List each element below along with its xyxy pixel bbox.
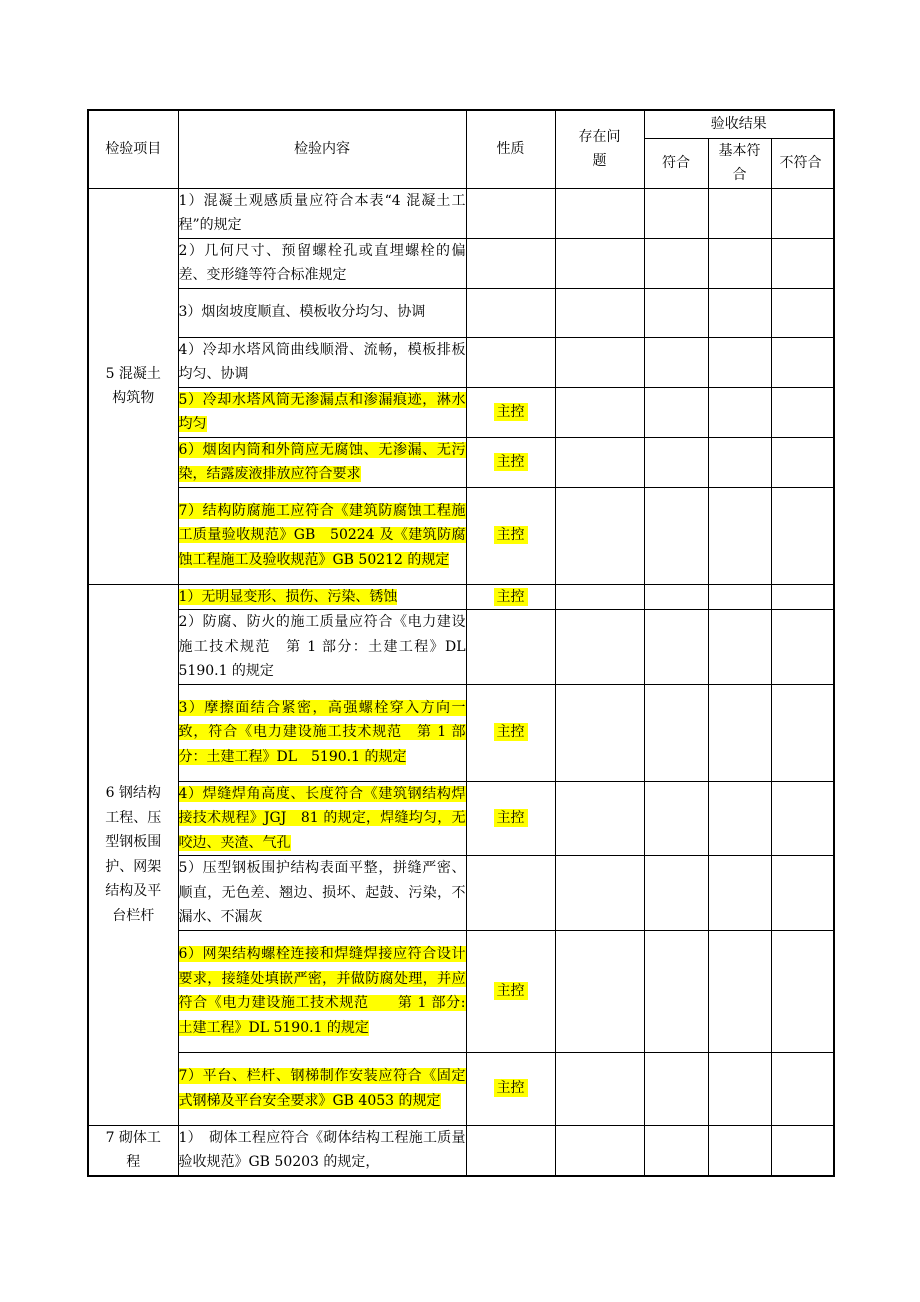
basic-ok-cell bbox=[708, 856, 771, 931]
table-row bbox=[88, 856, 834, 931]
nature-text: 主控 bbox=[494, 1079, 528, 1097]
nature-cell bbox=[466, 337, 555, 387]
content-cell bbox=[178, 437, 466, 487]
content-text: 6）网架结构螺栓连接和焊缝焊接应符合设计要求，接缝处填嵌严密，并做防腐处理，并应符合《电力建设施工技术规范 第 1 部分:土建工程》DL 5190.1 的规定 bbox=[178, 946, 466, 1036]
basic-ok-cell bbox=[708, 1052, 771, 1125]
table-row bbox=[88, 584, 834, 610]
basic-ok-cell bbox=[708, 610, 771, 685]
ok-cell bbox=[644, 387, 708, 437]
content-text: 6）烟囱内筒和外筒应无腐蚀、无渗漏、无污染，结露废液排放应符合要求 bbox=[178, 441, 466, 482]
content-cell bbox=[178, 1052, 466, 1125]
ok-cell bbox=[644, 437, 708, 487]
nature-cell bbox=[466, 238, 555, 288]
ok-cell bbox=[644, 930, 708, 1052]
basic-ok-cell bbox=[708, 1125, 771, 1176]
problem-cell bbox=[555, 387, 644, 437]
problem-cell bbox=[555, 930, 644, 1052]
problem-cell bbox=[555, 781, 644, 856]
content-cell bbox=[178, 288, 466, 337]
category-cell: 5 混凝土构筑物 bbox=[88, 188, 178, 584]
problem-cell bbox=[555, 238, 644, 288]
nature-text: 主控 bbox=[494, 526, 528, 544]
nature-cell bbox=[466, 437, 555, 487]
not-ok-cell bbox=[771, 188, 834, 238]
content-cell bbox=[178, 610, 466, 685]
ok-cell bbox=[644, 188, 708, 238]
content-cell bbox=[178, 487, 466, 584]
content-text: 7）结构防腐施工应符合《建筑防腐蚀工程施工质量验收规范》GB 50224 及《建筑防腐蚀工程施工及验收规范》GB 50212 的规定 bbox=[178, 502, 466, 568]
content-text: 1） 砌体工程应符合《砌体结构工程施工质量验收规范》GB 50203 的规定， bbox=[178, 1129, 466, 1170]
header-not-ok: 不符合 bbox=[771, 138, 834, 188]
content-text: 3）烟囱坡度顺直、模板收分均匀、协调 bbox=[178, 304, 426, 321]
ok-cell bbox=[644, 856, 708, 931]
nature-cell bbox=[466, 288, 555, 337]
problem-cell bbox=[555, 856, 644, 931]
nature-text: 主控 bbox=[494, 588, 528, 606]
header-nature: 性质 bbox=[466, 110, 555, 188]
nature-cell bbox=[466, 930, 555, 1052]
content-text: 2）几何尺寸、预留螺栓孔或直埋螺栓的偏差、变形缝等符合标准规定 bbox=[178, 242, 466, 283]
content-text: 2）防腐、防火的施工质量应符合《电力建设施工技术规范 第 1 部分：土建工程》DL 5190.1 的规定 bbox=[178, 614, 466, 679]
not-ok-cell bbox=[771, 1125, 834, 1176]
content-cell bbox=[178, 584, 466, 610]
table-row bbox=[88, 1052, 834, 1125]
table-row bbox=[88, 487, 834, 584]
content-text: 1）混凝土观感质量应符合本表“4 混凝土工程”的规定 bbox=[178, 192, 466, 233]
table-row bbox=[88, 1125, 834, 1176]
nature-cell bbox=[466, 188, 555, 238]
nature-text: 主控 bbox=[494, 403, 528, 421]
ok-cell bbox=[644, 610, 708, 685]
content-cell bbox=[178, 856, 466, 931]
basic-ok-cell bbox=[708, 684, 771, 781]
table-row bbox=[88, 930, 834, 1052]
not-ok-cell bbox=[771, 610, 834, 685]
basic-ok-cell bbox=[708, 238, 771, 288]
not-ok-cell bbox=[771, 1052, 834, 1125]
table-row bbox=[88, 188, 834, 238]
header-ok: 符合 bbox=[644, 138, 708, 188]
nature-cell bbox=[466, 487, 555, 584]
not-ok-cell bbox=[771, 781, 834, 856]
not-ok-cell bbox=[771, 238, 834, 288]
problem-cell bbox=[555, 437, 644, 487]
basic-ok-cell bbox=[708, 188, 771, 238]
basic-ok-cell bbox=[708, 337, 771, 387]
content-cell bbox=[178, 188, 466, 238]
nature-cell bbox=[466, 610, 555, 685]
problem-cell bbox=[555, 337, 644, 387]
not-ok-cell bbox=[771, 387, 834, 437]
not-ok-cell bbox=[771, 930, 834, 1052]
content-cell bbox=[178, 387, 466, 437]
content-cell bbox=[178, 337, 466, 387]
nature-cell bbox=[466, 1125, 555, 1176]
content-text: 7）平台、栏杆、钢梯制作安装应符合《固定式钢梯及平台安全要求》GB 4053 的规定 bbox=[178, 1068, 466, 1109]
table-row bbox=[88, 437, 834, 487]
table-row bbox=[88, 288, 834, 337]
content-text: 5）压型钢板围护结构表面平整，拼缝严密、顺直，无色差、翘边、损坏、起鼓、污染，不漏水、不漏灰 bbox=[178, 860, 466, 925]
inspection-table bbox=[87, 109, 835, 1177]
problem-cell bbox=[555, 487, 644, 584]
table-row bbox=[88, 781, 834, 856]
nature-cell bbox=[466, 584, 555, 610]
basic-ok-cell bbox=[708, 487, 771, 584]
ok-cell bbox=[644, 288, 708, 337]
not-ok-cell bbox=[771, 437, 834, 487]
ok-cell bbox=[644, 684, 708, 781]
nature-text: 主控 bbox=[494, 453, 528, 471]
problem-cell bbox=[555, 1125, 644, 1176]
nature-cell bbox=[466, 684, 555, 781]
problem-cell bbox=[555, 584, 644, 610]
table-row bbox=[88, 387, 834, 437]
content-text: 4）焊缝焊角高度、长度符合《建筑钢结构焊接技术规程》JGJ 81 的规定，焊缝均匀，无咬边、夹渣、气孔 bbox=[178, 785, 466, 851]
category-cell: 7 砌体工程 bbox=[88, 1125, 178, 1176]
content-cell bbox=[178, 1125, 466, 1176]
header-content: 检验内容 bbox=[178, 110, 466, 188]
not-ok-cell bbox=[771, 487, 834, 584]
ok-cell bbox=[644, 1125, 708, 1176]
nature-text: 主控 bbox=[494, 723, 528, 741]
not-ok-cell bbox=[771, 684, 834, 781]
not-ok-cell bbox=[771, 288, 834, 337]
problem-cell bbox=[555, 288, 644, 337]
basic-ok-cell bbox=[708, 288, 771, 337]
basic-ok-cell bbox=[708, 930, 771, 1052]
problem-cell bbox=[555, 684, 644, 781]
problem-cell bbox=[555, 610, 644, 685]
header-basic-ok: 基本符合 bbox=[708, 138, 771, 188]
table-row bbox=[88, 610, 834, 685]
ok-cell bbox=[644, 584, 708, 610]
ok-cell bbox=[644, 487, 708, 584]
content-cell bbox=[178, 930, 466, 1052]
content-text: 3）摩擦面结合紧密，高强螺栓穿入方向一致，符合《电力建设施工技术规范 第 1 部分：土建工程》DL 5190.1 的规定 bbox=[178, 699, 466, 765]
content-cell bbox=[178, 238, 466, 288]
table-row bbox=[88, 684, 834, 781]
problem-cell bbox=[555, 188, 644, 238]
nature-cell bbox=[466, 387, 555, 437]
nature-text: 主控 bbox=[494, 982, 528, 1000]
content-cell bbox=[178, 684, 466, 781]
not-ok-cell bbox=[771, 337, 834, 387]
table-row bbox=[88, 238, 834, 288]
nature-cell bbox=[466, 856, 555, 931]
header-item: 检验项目 bbox=[88, 110, 178, 188]
content-cell bbox=[178, 781, 466, 856]
content-text: 5）冷却水塔风筒无渗漏点和渗漏痕迹，淋水均匀 bbox=[178, 391, 466, 432]
content-text: 4）冷却水塔风筒曲线顺滑、流畅，模板排板均匀、协调 bbox=[178, 341, 466, 382]
ok-cell bbox=[644, 1052, 708, 1125]
not-ok-cell bbox=[771, 584, 834, 610]
table-row bbox=[88, 337, 834, 387]
nature-cell bbox=[466, 1052, 555, 1125]
not-ok-cell bbox=[771, 856, 834, 931]
category-cell: 6 钢结构工程、压型钢板围护、网架结构及平台栏杆 bbox=[88, 584, 178, 1125]
header-problem: 存在问题 bbox=[555, 110, 644, 188]
problem-cell bbox=[555, 1052, 644, 1125]
ok-cell bbox=[644, 781, 708, 856]
basic-ok-cell bbox=[708, 781, 771, 856]
basic-ok-cell bbox=[708, 584, 771, 610]
basic-ok-cell bbox=[708, 437, 771, 487]
basic-ok-cell bbox=[708, 387, 771, 437]
ok-cell bbox=[644, 238, 708, 288]
header-result: 验收结果 bbox=[644, 110, 834, 138]
nature-cell bbox=[466, 781, 555, 856]
content-text: 1）无明显变形、损伤、污染、锈蚀 bbox=[178, 588, 398, 605]
ok-cell bbox=[644, 337, 708, 387]
nature-text: 主控 bbox=[494, 809, 528, 827]
